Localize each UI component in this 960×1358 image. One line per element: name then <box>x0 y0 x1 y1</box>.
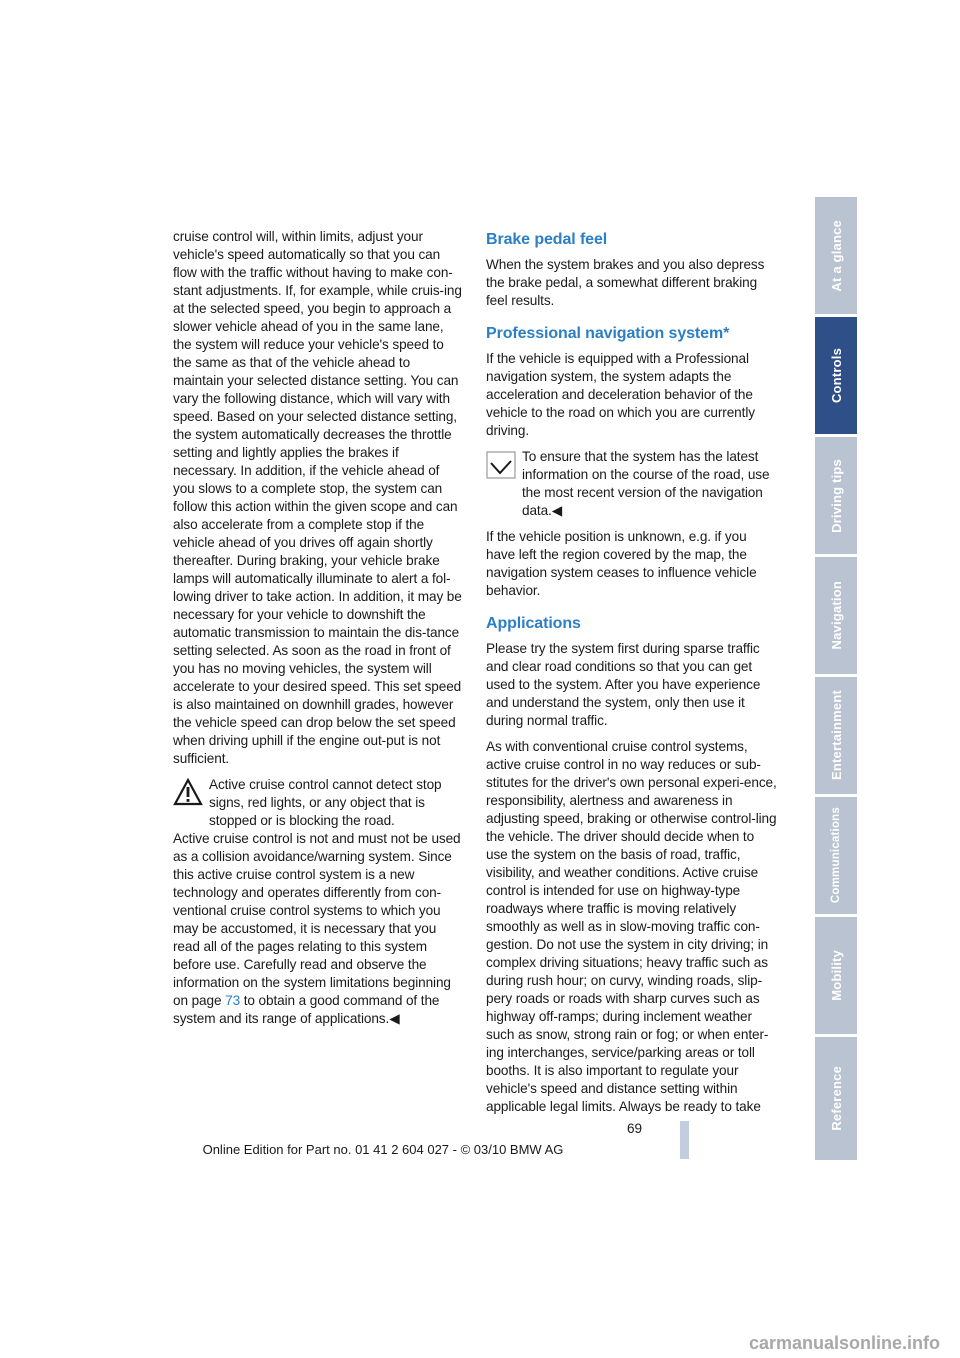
right-column <box>486 230 778 1124</box>
body-paragraph: If the vehicle is equipped with a Professional navigation system, the system adapts the acceleration and deceleration behavior of the vehicle to the road on which you are currently driving. <box>486 351 755 438</box>
heading-professional-navigation: Professional navigation system* <box>486 325 730 342</box>
tab-navigation[interactable]: Navigation <box>815 557 857 674</box>
tab-entertainment[interactable]: Entertainment <box>815 677 857 794</box>
heading-applications: Applications <box>486 615 581 632</box>
watermark: carmanualsonline.info <box>748 1333 940 1353</box>
left-column <box>173 228 463 1036</box>
side-nav <box>815 197 857 1160</box>
tab-mobility[interactable]: Mobility <box>815 917 857 1034</box>
footer-text: Online Edition for Part no. 01 41 2 604 027 - © 03/10 BMW AG <box>202 1142 564 1157</box>
footer <box>0 1142 960 1157</box>
body-paragraph: As with conventional cruise control systems, active cruise control in no way reduces or sub-stitutes for the driver's own personal experi-ence, responsibility, alertness and awareness in adjusting speed, braking or otherwise control-ling the vehicle. The driver should decide when to use the system on the basis of road, traffic, visibility, and weather conditions. Active cruise control is intended for use on highway-type roadways where traffic is moving relatively smoothly as well as in slow-moving traffic con-gestion. Do not use the system in city driving; in complex driving situations; heavy traffic such as during rush hour; on curvy, winding roads, slip-pery roads or roads with sharp curves such as highway off-ramps; during inclement weather such as snow, strong rain or fog; or when enter-ing interchanges, service/parking areas or toll booths. It is also important to regulate your vehicle's speed and distance setting within applicable legal limits. Always be ready to take <box>486 739 777 1114</box>
end-mark: ◀ <box>389 1011 400 1026</box>
tab-driving-tips[interactable]: Driving tips <box>815 437 857 554</box>
body-paragraph: When the system brakes and you also depress the brake pedal, a somewhat different braking feel results. <box>486 257 765 308</box>
tab-reference[interactable]: Reference <box>815 1037 857 1160</box>
warning-lead-text: Active cruise control cannot detect stop signs, red lights, or any object that is stopped or is blocking the road. <box>209 777 442 828</box>
heading-brake-pedal-feel: Brake pedal feel <box>486 231 608 248</box>
body-paragraph: cruise control will, within limits, adjust your vehicle's speed automatically so that you can flow with the traffic without having to make con-stant adjustments. If, for example, while cruis-ing at the selected speed, you begin to approach a slower vehicle ahead of you in the same lane, the system will reduce your vehicle's speed to the same as that of the vehicle ahead to maintain your selected distance setting. You can vary the following distance, which will vary with speed. Based on your selected distance setting, the system automatically decreases the throttle setting and lightly applies the brakes if necessary. In addition, if the vehicle ahead of you slows to a complete stop, the system can follow this action within the given scope and can also accelerate from a complete stop if the vehicle ahead of you drives off again shortly thereafter. During braking, your vehicle brake lamps will automatically illuminate to alert a fol-lowing driver to take action. In addition, it may be necessary for your vehicle to downshift the automatic transmission to maintain the dis-tance setting selected. As soon as the road in front of you has no moving vehicles, the system will accelerate to your desired speed. This set speed is also maintained on downhill grades, however the vehicle speed can drop below the set speed when driving uphill if the engine out-put is not sufficient. <box>173 229 462 766</box>
info-note <box>486 448 778 520</box>
note-text: To ensure that the system has the latest information on the course of the road, use the most recent version of the navigation data.◀ <box>522 449 770 518</box>
warning-triangle-icon <box>173 778 203 806</box>
tab-at-a-glance[interactable]: At a glance <box>815 197 857 314</box>
body-paragraph: Please try the system first during sparse traffic and clear road conditions so that you can get used to the system. After you have experience and understand the system, only then use it during normal traffic. <box>486 641 761 728</box>
body-paragraph: If the vehicle position is unknown, e.g. if you have left the region covered by the map, the navigation system ceases to influence vehicle behavior. <box>486 529 757 598</box>
tab-controls[interactable]: Controls <box>815 317 857 434</box>
warning-note <box>173 776 463 1028</box>
tab-communications[interactable]: Communications <box>815 797 857 914</box>
page-number: 69 <box>627 1121 643 1136</box>
page-link[interactable]: 73 <box>225 993 241 1008</box>
end-mark: ◀ <box>551 503 563 518</box>
note-check-icon <box>486 451 516 479</box>
warning-body: Active cruise control is not and must not be used as a collision avoidance/warning system. Since this active cruise control system is a new technology and operates differently from con-ventional cruise control systems to which you may be accustomed, it is necessary that you read all of the pages relating to this system before use. Carefully read and observe the information on the system limitations beginning on page 73 to obtain a good command of the system and its range of applications.◀ <box>173 831 461 1026</box>
